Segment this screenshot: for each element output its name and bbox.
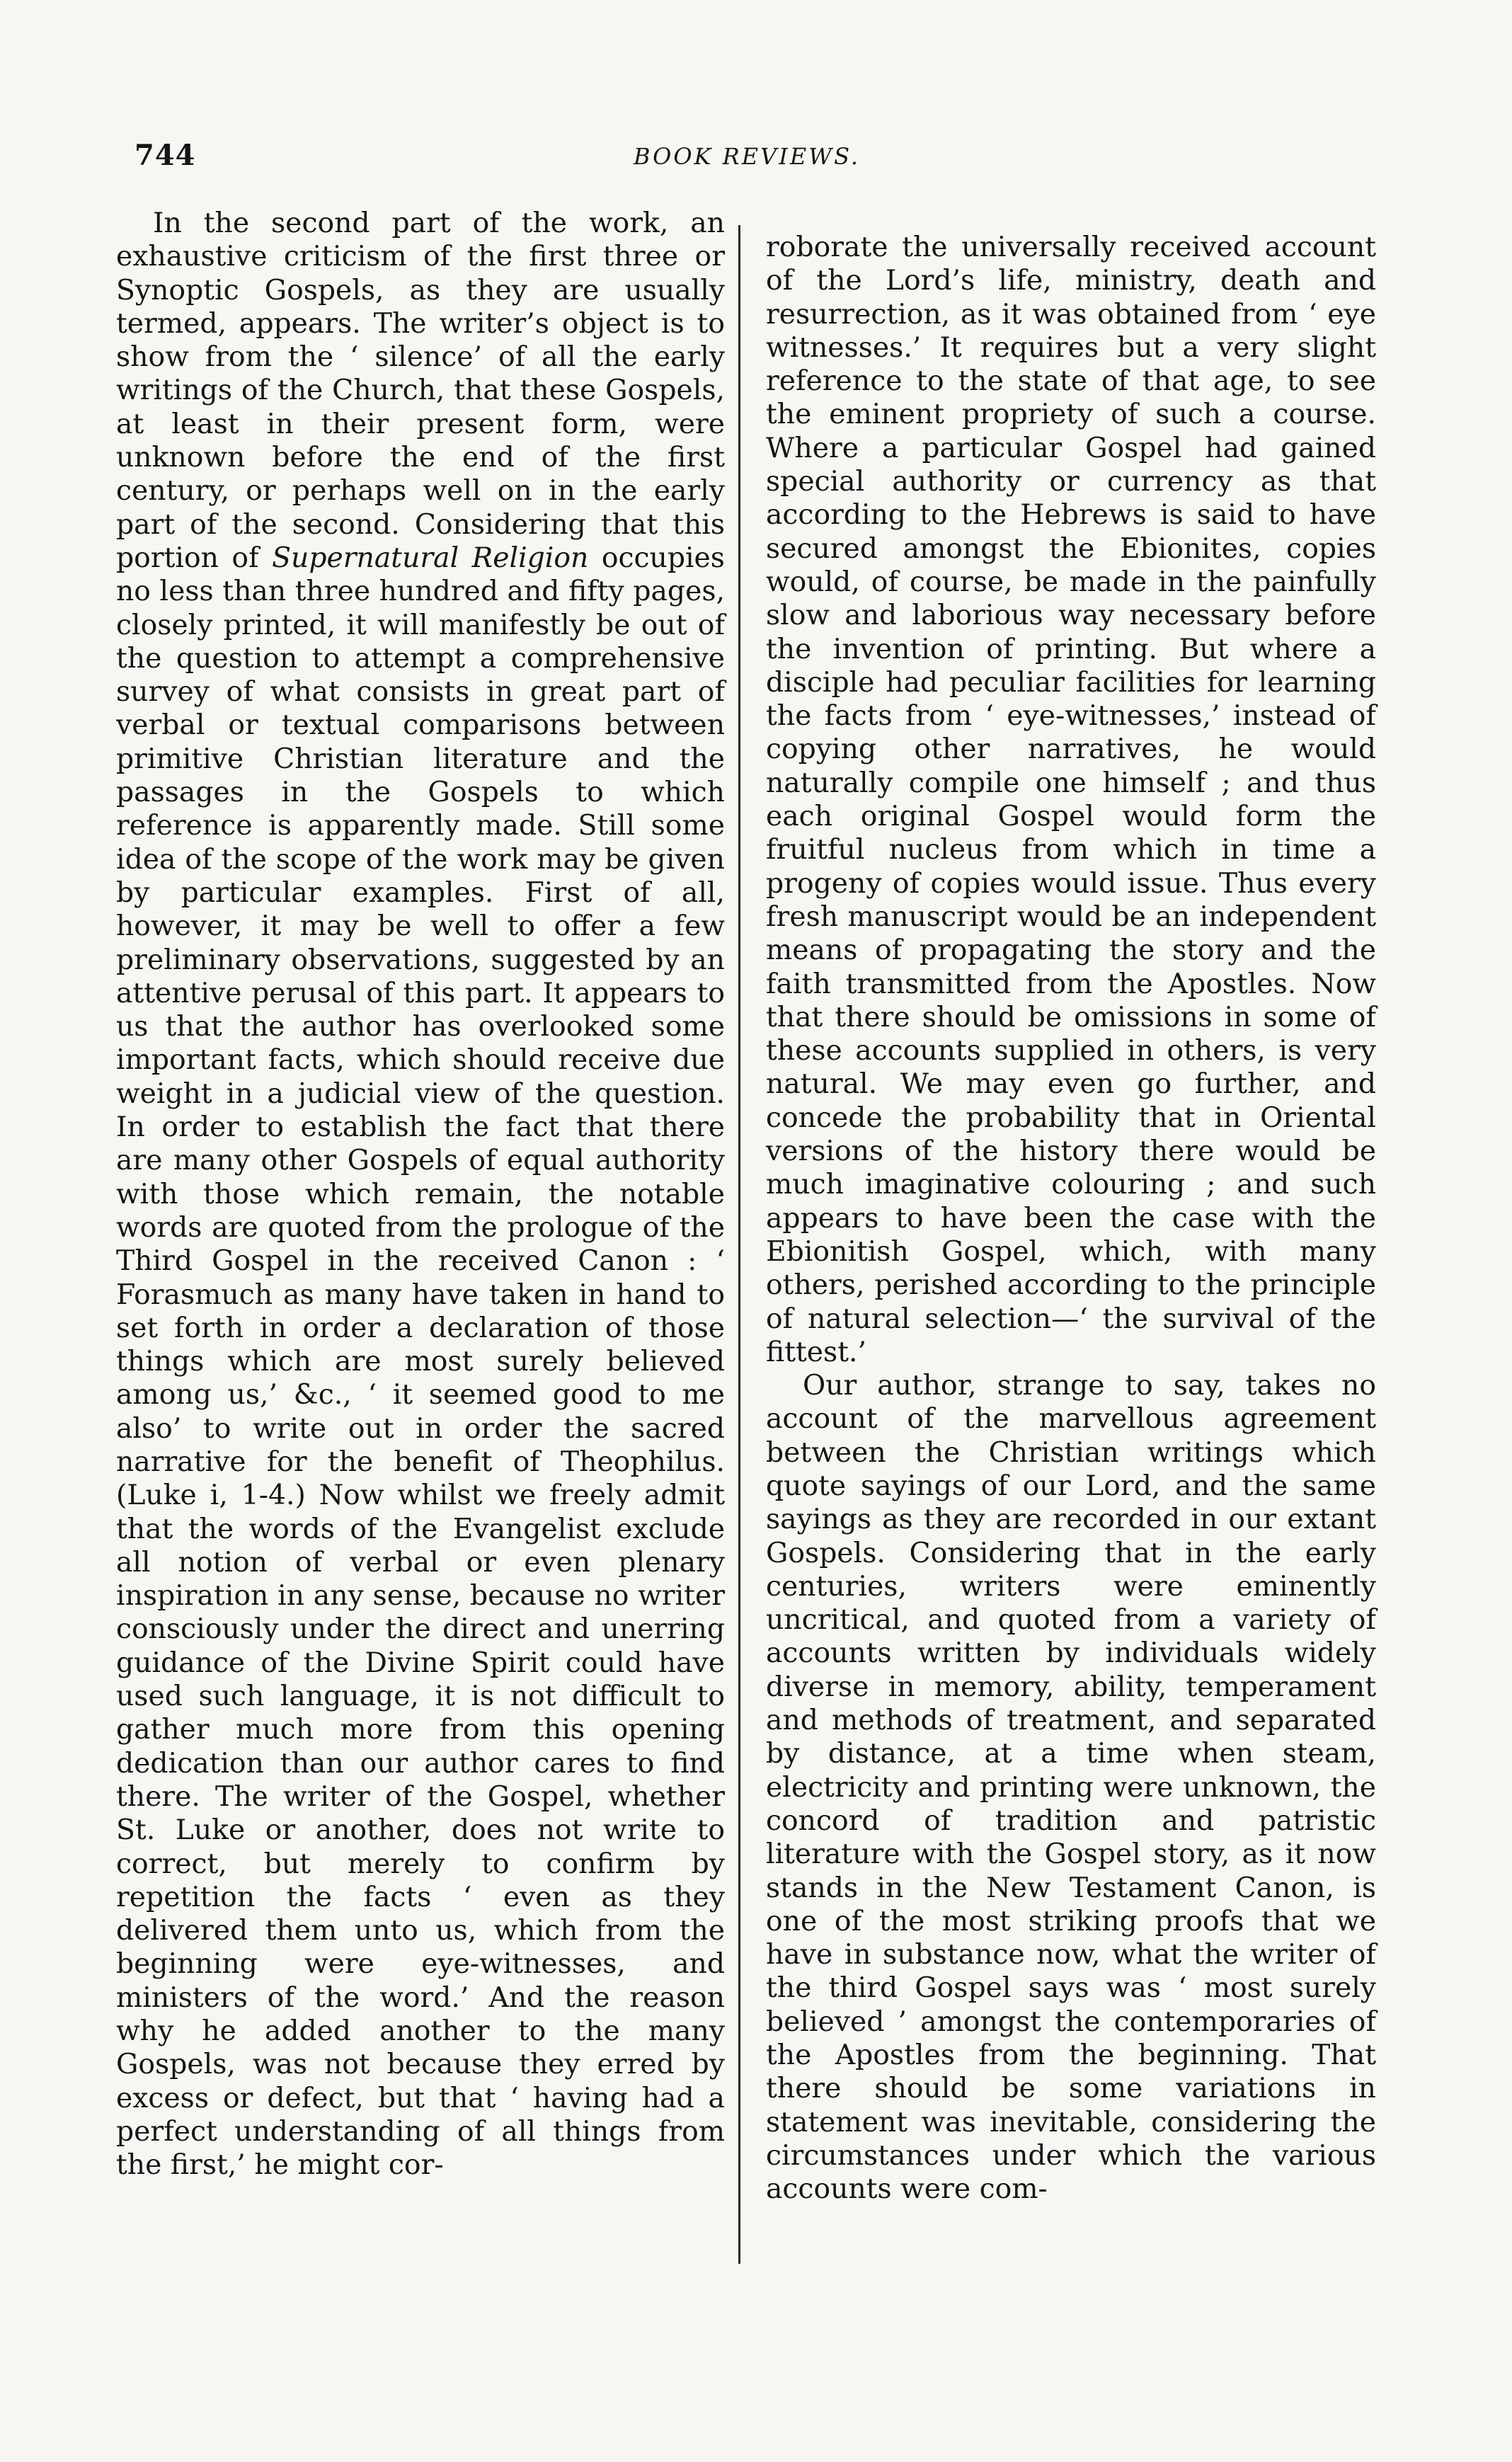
page-number: 744 xyxy=(134,139,196,172)
paragraph-text: In the second part of the work, an exhaustive criticism of the first three or Synoptic Gospels, as they are usually termed, appears. The writer’s object is to show from the ‘ silence’ of all the early writings of the Church, that these Gospels, at least in their present form, were unknown before the end of the first century, or perhaps well on in the early part of the second. Considering that this portion of xyxy=(116,207,725,574)
column-divider xyxy=(738,225,740,2264)
paragraph-continued: roborate the universally received account of the Lord’s life, ministry, death and resurrection, as it was obtained from ‘ eye witnesses.’ It requires but a very slight reference to the state of that age, to see the eminent propriety of such a course. Where a particular Gospel had gained special authority or currency as that according to the Hebrews is said to have secured amongst the Ebionites, copies would, of course, be made in the painfully slow and laborious way necessary before the invention of printing. But where a disciple had peculiar facilities for learning the facts from ‘ eye-witnesses,’ instead of copying other narratives, he would naturally compile one himself ; and thus each original Gospel would form the fruitful nucleus from which in time a progeny of copies would issue. Thus every fresh manuscript would be an independent means of propagating the story and the faith transmitted from the Apostles. Now that there should be omissions in some of these accounts supplied in others, is very natural. We may even go further, and concede the probability that in Oriental versions of the history there would be much imaginative colouring ; and such appears to have been the case with the Ebionitish Gospel, which, with many others, perished according to the principle of natural selection—‘ the survival of the fittest.’ xyxy=(766,231,1376,1368)
page-header xyxy=(134,139,1359,181)
left-column xyxy=(116,207,725,2182)
running-head: BOOK REVIEWS. xyxy=(633,143,861,170)
right-column xyxy=(766,231,1376,2206)
paragraph: Our author, strange to say, takes no account of the marvellous agreement between the Christian writings which quote sayings of our Lord, and the same sayings as they are recorded in our extant Gospels. Considering that in the early centuries, writers were eminently uncritical, and quoted from a variety of accounts written by individuals widely diverse in memory, ability, temperament and methods of treatment, and separated by distance, at a time when steam, electricity and printing were unknown, the concord of tradition and patristic literature with the Gospel story, as it now stands in the New Testament Canon, is one of the most striking proofs that we have in substance now, what the writer of the third Gospel says was ‘ most surely believed ’ amongst the contemporaries of the Apostles from the beginning. That there should be some variations in statement was inevitable, considering the circumstances under which the various accounts were com- xyxy=(766,1370,1376,2206)
book-title-italic: Supernatural Religion xyxy=(272,542,589,574)
paragraph xyxy=(116,207,725,2182)
paragraph-text: occupies no less than three hundred and fifty pages, closely printed, it will manifestly be out of the question to attempt a comprehensive survey of what consists in great part of verbal or textual comparisons between primitive Christian literature and the passages in the Gospels to which reference is apparently made. Still some idea of the scope of the work may be given by particular examples. First of all, however, it may be well to offer a few preliminary observations, suggested by an attentive perusal of this part. It appears to us that the author has overlooked some important facts, which should receive due weight in a judicial view of the question. In order to establish the fact that there are many other Gospels of equal authority with those which remain, the notable words are quoted from the prologue of the Third Gospel in the received Canon : ‘ Forasmuch as many have taken in hand to set forth in order a declaration of those things which are most surely believed among us,’ &c., ‘ it seemed good to me also’ to write out in order the sacred narrative for the benefit of Theophilus. (Luke i, 1-4.) Now whilst we freely admit that the words of the Evangelist exclude all notion of verbal or even plenary inspiration in any sense, because no writer consciously under the direct and unerring guidance of the Divine Spirit could have used such language, it is not difficult to gather much more from this opening dedication than our author cares to find there. The writer of the Gospel, whether St. Luke or another, does not write to correct, but merely to confirm by repetition the facts ‘ even as they delivered them unto us, which from the beginning were eye-witnesses, and ministers of the word.’ And the reason why he added another to the many Gospels, was not because they erred by excess or defect, but that ‘ having had a perfect understanding of all things from the first,’ he might cor- xyxy=(116,542,725,2182)
